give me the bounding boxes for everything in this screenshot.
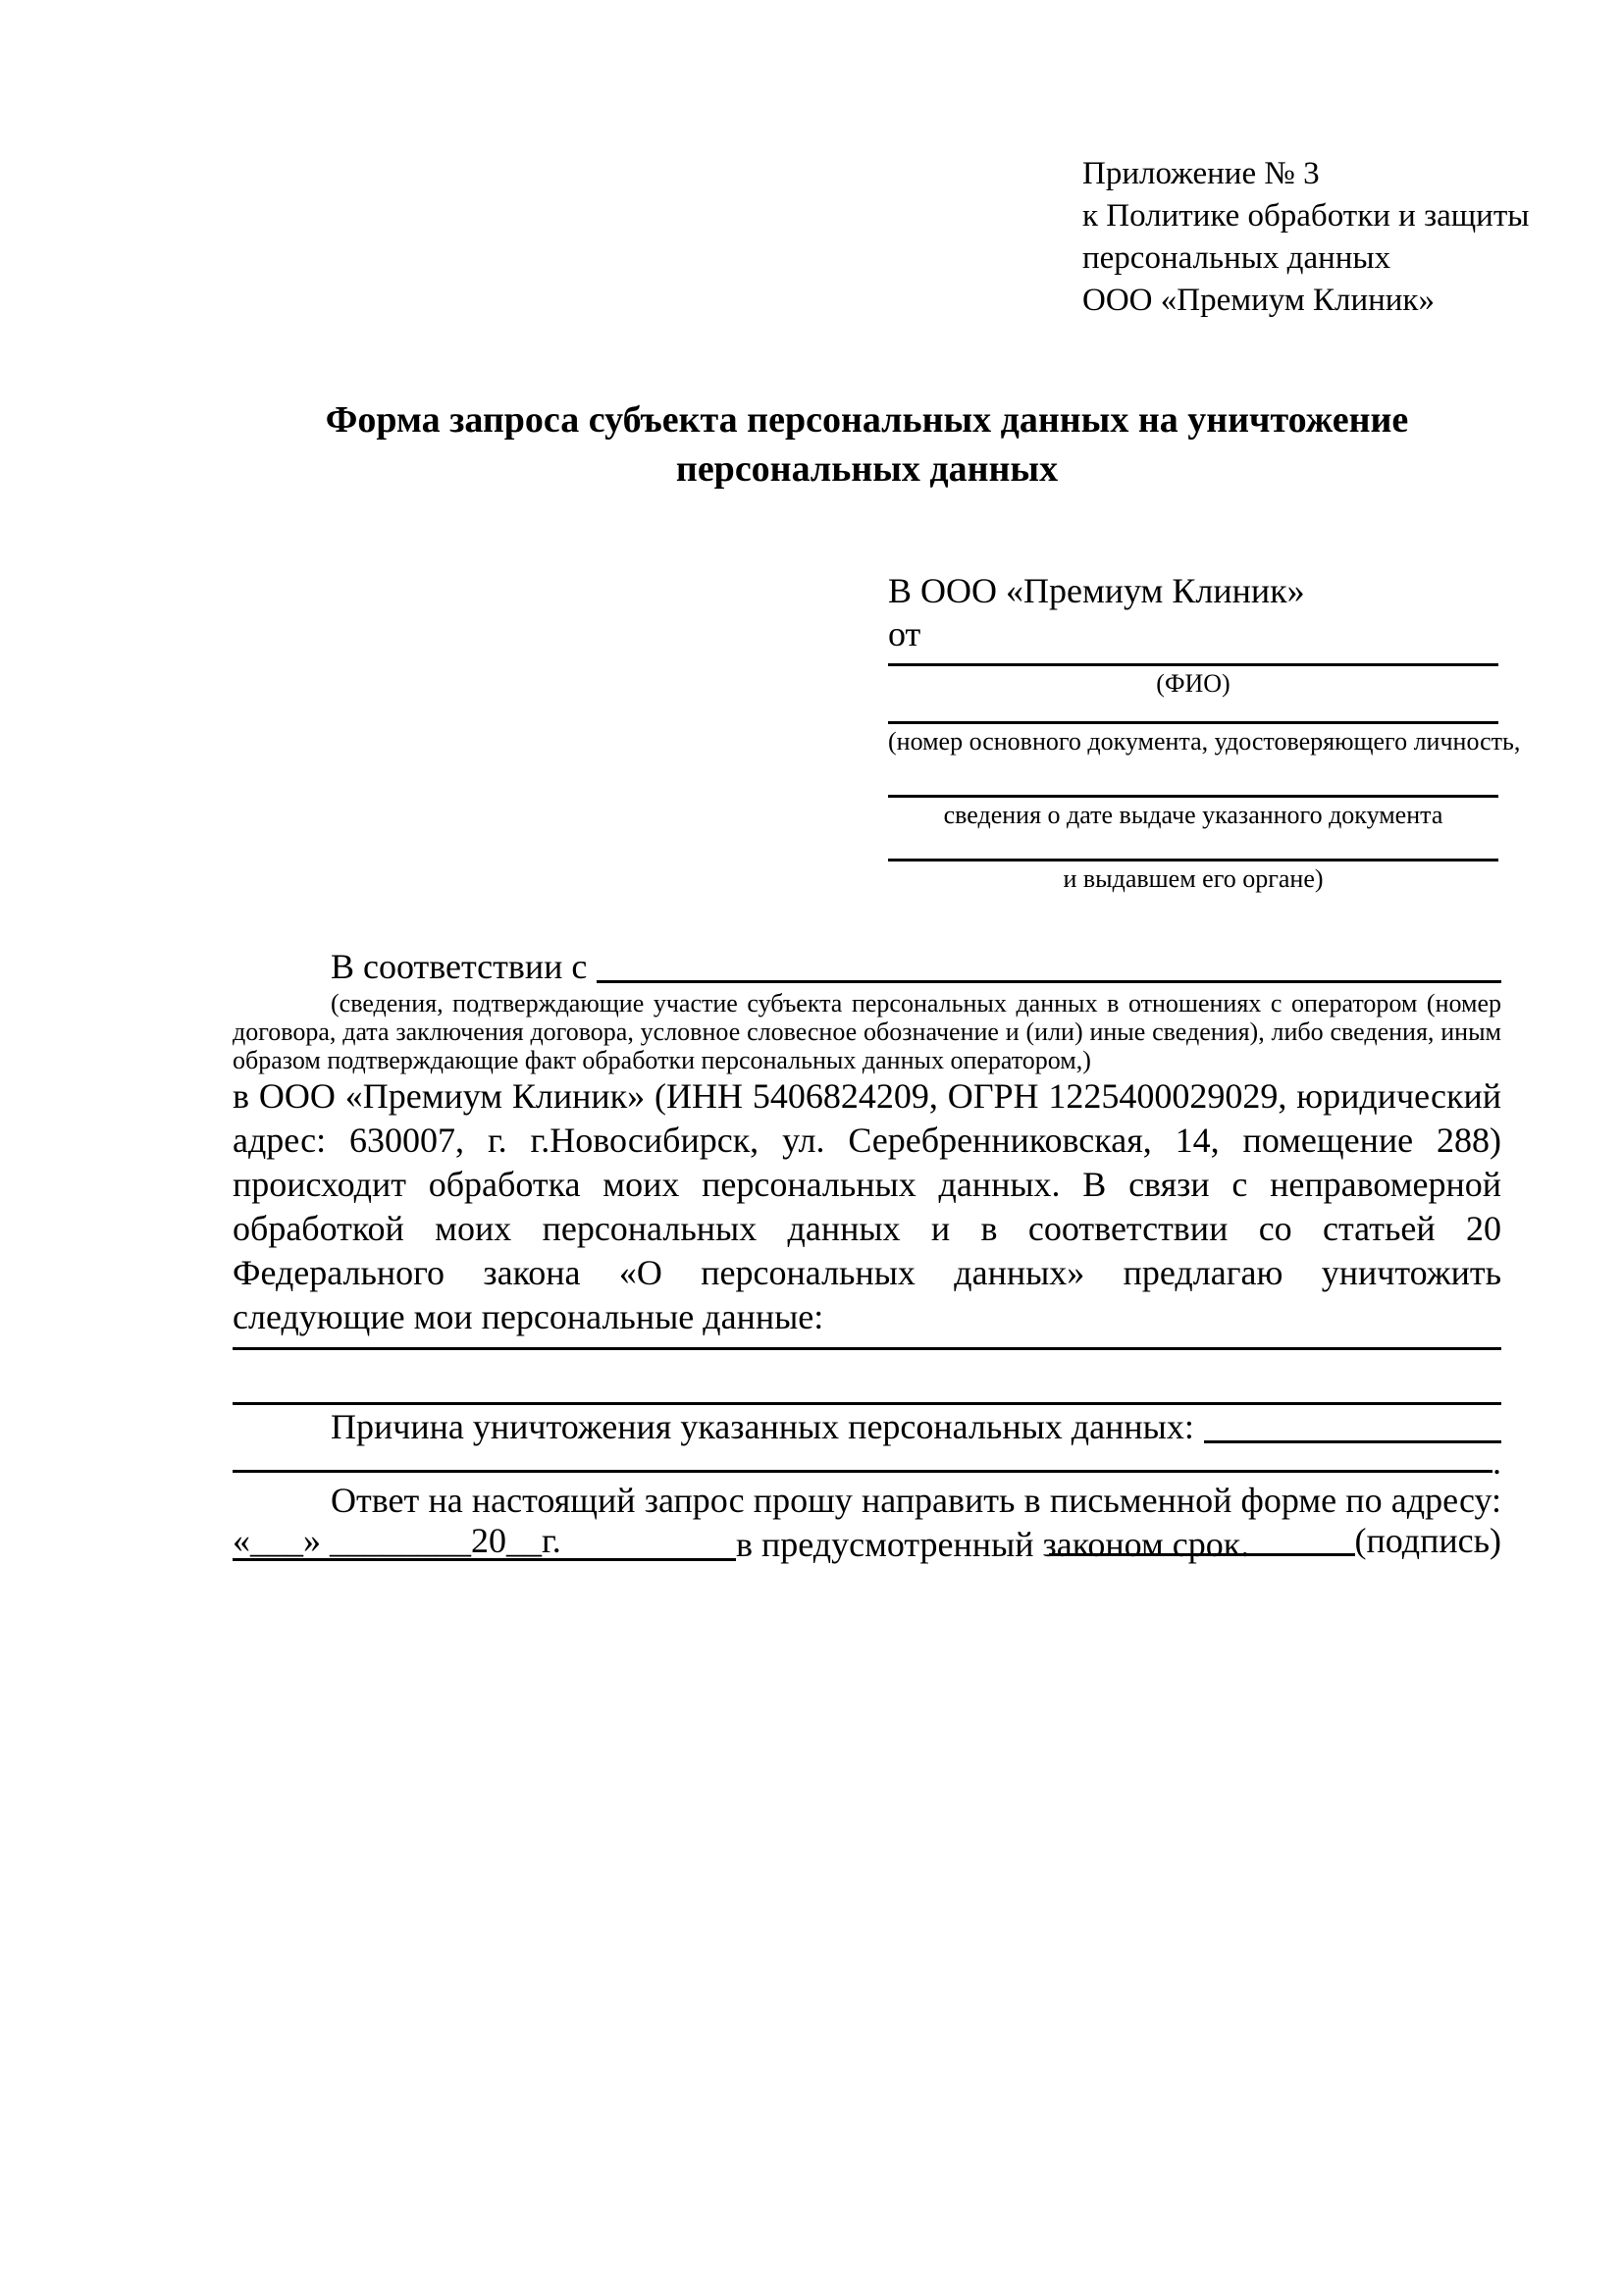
period-mark: . [1492, 1442, 1501, 1482]
addressee-block [888, 569, 1521, 897]
document-number-caption: (номер основного документа, удостоверяющего личность, [888, 727, 1521, 756]
accordance-label: В соответствии с [331, 947, 588, 986]
reply-tail-text: в предусмотренный законом срок. [736, 1525, 1250, 1564]
personal-data-blank-line-1 [233, 1339, 1501, 1350]
footer-row [233, 1519, 1501, 1562]
signature-caption: (подпись) [1354, 1521, 1501, 1560]
document-issuer-caption: и выдавшем его органе) [1063, 864, 1324, 893]
personal-data-blank-line-2 [233, 1350, 1501, 1405]
document-date-blank-line [888, 759, 1498, 798]
reason-row [233, 1405, 1501, 1449]
fio-caption: (ФИО) [1156, 669, 1230, 698]
reason-continuation-row [233, 1442, 1501, 1482]
addressee-to: В ООО «Премиум Клиник» [888, 571, 1305, 610]
appendix-header [1082, 153, 1529, 322]
reason-blank-line-2 [233, 1470, 1492, 1473]
signature-group [1049, 1519, 1501, 1562]
document-title: Форма запроса субъекта персональных данных на уничтожение персональных данных [325, 399, 1409, 490]
appendix-policy-line: к Политике обработки и защиты [1082, 198, 1530, 234]
fio-blank-line [888, 655, 1498, 666]
accordance-note: (сведения, подтверждающие участие субъекта персональных данных в отношениях с оператором (номер договора, дата заключения договора, условное словесное обозначение и (или) иные сведения), либо сведения, иным образом подтверждающие факт обработки персональных данных оператором,) [233, 989, 1501, 1074]
reason-label: Причина уничтожения указанных персональных данных: [331, 1407, 1194, 1446]
appendix-company: ООО «Премиум Клиник» [1082, 283, 1435, 318]
document-date-caption: сведения о дате выдаче указанного документа [943, 801, 1443, 829]
accordance-row [233, 945, 1501, 989]
appendix-number: Приложение № 3 [1082, 156, 1320, 191]
document-number-blank-line [888, 702, 1498, 724]
document-issuer-blank-line [888, 833, 1498, 861]
addressee-from-label: от [888, 614, 921, 653]
document-body [233, 945, 1501, 1567]
reason-blank-line [1204, 1405, 1501, 1443]
reply-request-line: Ответ на настоящий запрос прошу направить в письменной форме по адресу: [331, 1481, 1501, 1520]
accordance-blank-line [597, 945, 1501, 983]
appendix-policy-line-2: персональных данных [1082, 240, 1391, 276]
date-blank-field: «___» ________20__г. [233, 1521, 561, 1560]
main-paragraph: в ООО «Премиум Клиник» (ИНН 5406824209, ОГРН 1225400029029, юридический адрес: 630007, г. г.Новосибирск, ул. Серебренниковская, 14, помещение 288) происходит обработка моих персональных данных. В связи с неправомерной обработкой моих персональных данных и в соответствии со статьей 20 Федерального закона «О персональных данных» предлагаю уничтожить следующие мои персональные данные: [233, 1076, 1501, 1336]
signature-blank-line [1049, 1551, 1355, 1556]
